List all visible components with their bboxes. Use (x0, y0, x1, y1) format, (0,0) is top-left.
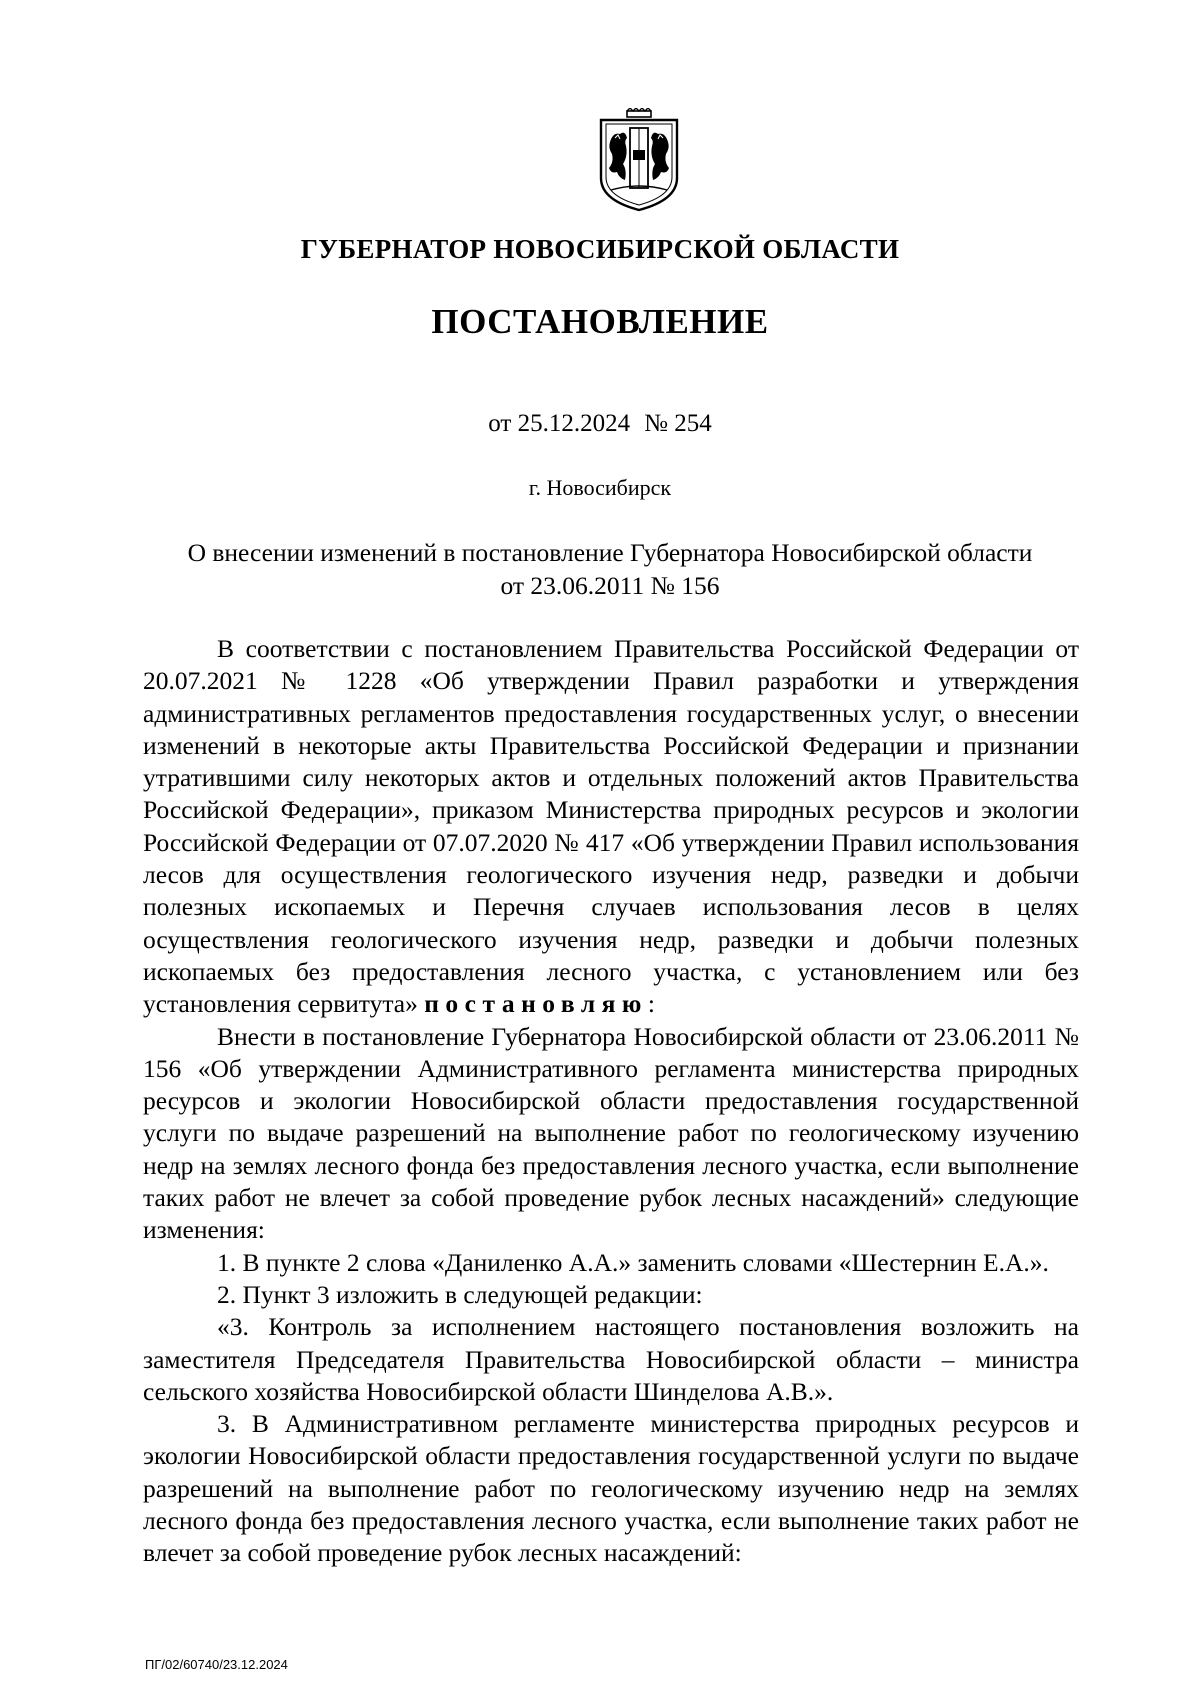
novosibirsk-coat-of-arms-icon (597, 108, 681, 212)
title-line-1: О внесении изменений в постановление Губернатора Новосибирской области (187, 538, 1033, 567)
document-body (143, 633, 1079, 1570)
document-code: ПГ/02/60740/23.12.2024 (145, 1657, 288, 1672)
document-title (150, 536, 1070, 602)
date-and-number (0, 410, 1200, 438)
paragraph-item-3: 3. В Административном регламенте министерства природных ресурсов и экологии Новосибирской области предоставления государственной услуги по выдаче разрешений на выполнение работ по геологическому изучению недр на землях лесного фонда без предоставления лесного участка, если выполнение таких работ не влечет за собой проведение рубок лесных насаждений: (143, 1409, 1079, 1568)
document-number: № 254 (644, 410, 712, 437)
document-type: ПОСТАНОВЛЕНИЕ (431, 302, 769, 341)
document-city: г. Новосибирск (528, 475, 672, 500)
paragraph-item-2: 2. Пункт 3 изложить в следующей редакции: (217, 1279, 703, 1309)
paragraph-amendment-intro: Внести в постановление Губернатора Новосибирской области от 23.06.2011 № 156 «Об утверждении Административного регламента министерства природных ресурсов и экологии Новосибирской области предоставления государственной услуги по выдаче разрешений на выполнение работ по геологическому изучению недр на землях лесного фонда без предоставления лесного участка, если выполнение таких работ не влечет за собой проведение рубок лесных насаждений» следующие изменения: (143, 1021, 1079, 1245)
preamble-text: В соответствии с постановлением Правительства Российской Федерации от 20.07.2021 № 1228 «Об утверждении Правил разработки и утверждения административных регламентов предоставления государственных услуг, о внесении изменений в некоторые акты Правительства Российской Федерации и признании утратившими силу некоторых актов и отдельных положений актов Правительства Российской Федерации», приказом Министерства природных ресурсов и экологии Российской Федерации от 07.07.2020 № 417 «Об утверждении Правил использования лесов для осуществления геологического изучения недр, разведки и добычи полезных ископаемых и Перечня случаев использования лесов в целях осуществления геологического изучения недр, разведки и добычи полезных ископаемых без предоставления лесного участка, с установлением или без установления сервитута» (143, 634, 1079, 1019)
paragraph-item-2-text: «3. Контроль за исполнением настоящего постановления возложить на заместителя Председателя Правительства Новосибирской области – министра сельского хозяйства Новосибирской области Шинделова А.В.». (143, 1312, 1079, 1406)
title-line-2: от 23.06.2011 № 156 (500, 571, 720, 600)
document-date: от 25.12.2024 (488, 410, 631, 437)
paragraph-preamble (143, 633, 1079, 1021)
preamble-end: : (647, 989, 656, 1019)
issuing-authority: ГУБЕРНАТОР НОВОСИБИРСКОЙ ОБЛАСТИ (300, 234, 900, 264)
resolve-word: постановляю (424, 989, 648, 1019)
paragraph-item-1: 1. В пункте 2 слова «Даниленко А.А.» заменить словами «Шестернин Е.А.». (217, 1247, 1049, 1277)
